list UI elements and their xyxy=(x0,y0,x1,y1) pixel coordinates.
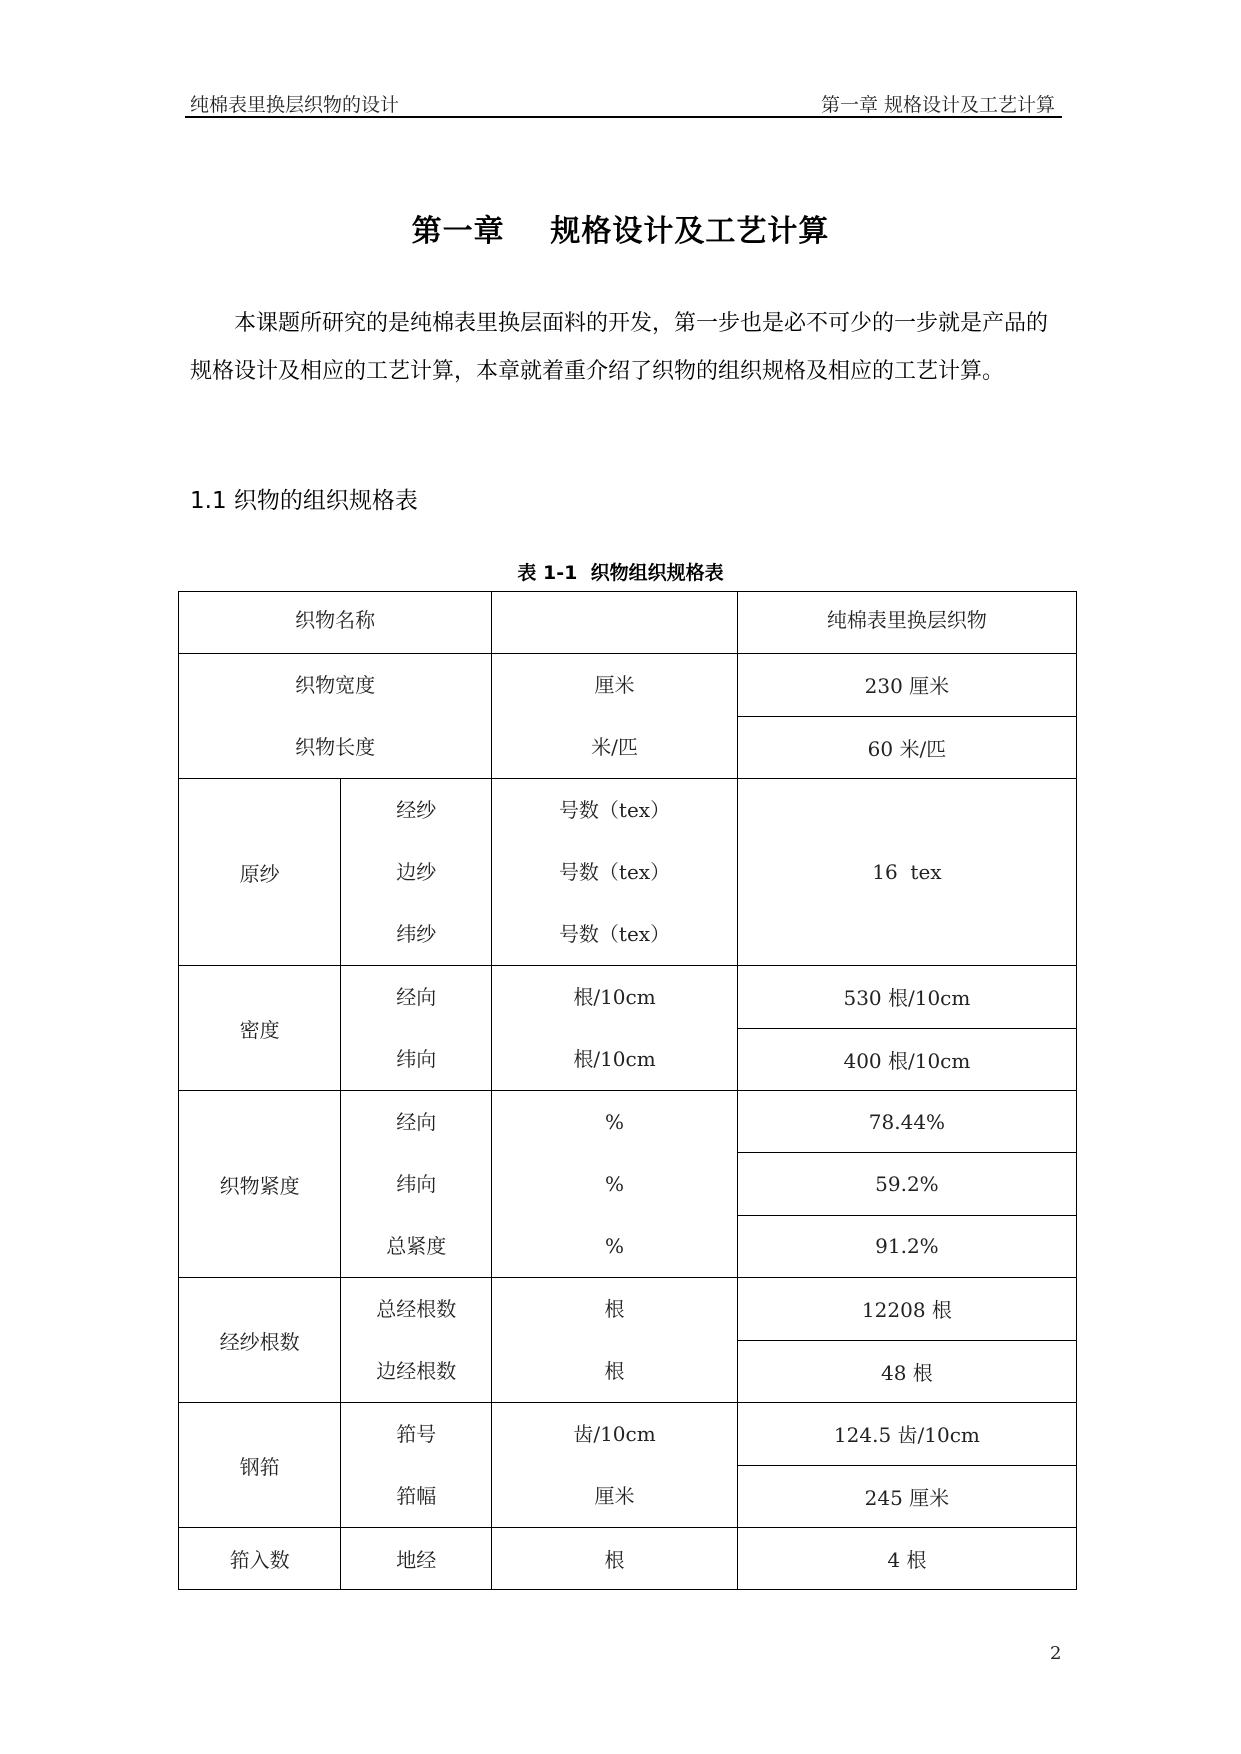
row-label: 纬向 xyxy=(396,1172,437,1196)
running-header-chapter: 第一章 规格设计及工艺计算 xyxy=(820,94,1055,116)
table-row xyxy=(179,592,1077,654)
unit-text: % xyxy=(605,1234,625,1258)
unit-text: 齿/10cm xyxy=(573,1422,656,1446)
table-cell xyxy=(492,966,738,1091)
group-label: 织物紧度 xyxy=(179,1091,341,1278)
table-cell xyxy=(492,654,738,779)
table-cell: 织物名称 xyxy=(179,592,492,654)
table-cell xyxy=(341,1278,492,1403)
table-row xyxy=(179,654,1077,717)
unit-text: % xyxy=(605,1172,625,1196)
row-label: 纬纱 xyxy=(396,922,437,946)
group-label: 经纱根数 xyxy=(179,1278,341,1403)
row-label: 经纱 xyxy=(396,798,437,822)
intro-paragraph-text: 本课题所研究的是纯棉表里换层面料的开发，第一步也是必不可少的一步就是产品的规格设计及相应的工艺计算，本章就着重介绍了织物的组织规格及相应的工艺计算。 xyxy=(190,311,1049,384)
table-cell xyxy=(492,779,738,966)
row-label: 筘幅 xyxy=(396,1484,437,1508)
table-cell: 纯棉表里换层织物 xyxy=(737,592,1076,654)
table-cell xyxy=(492,1278,738,1403)
table-cell: 60 米/匹 xyxy=(737,716,1076,779)
chapter-title: 第一章 规格设计及工艺计算 xyxy=(411,214,830,249)
table-cell xyxy=(179,654,492,779)
group-label: 原纱 xyxy=(179,779,341,966)
row-label: 边纱 xyxy=(396,860,437,884)
table-cell xyxy=(341,1403,492,1528)
unit-text: % xyxy=(605,1110,625,1134)
group-label: 钢筘 xyxy=(179,1403,341,1528)
row-label: 总经根数 xyxy=(376,1297,457,1321)
row-label: 经向 xyxy=(396,985,437,1009)
group-label: 筘入数 xyxy=(179,1528,341,1590)
unit-text: 根/10cm xyxy=(573,1047,656,1071)
table-row xyxy=(179,1528,1077,1590)
table-cell: 230 厘米 xyxy=(737,654,1076,717)
unit-text: 厘米 xyxy=(594,673,635,697)
table-row xyxy=(179,779,1077,966)
section-heading: 1.1 织物的组织规格表 xyxy=(190,488,418,514)
table-cell: 91.2% xyxy=(737,1215,1076,1277)
table-cell: 78.44% xyxy=(737,1091,1076,1153)
spec-table xyxy=(178,591,1077,1590)
table-cell xyxy=(341,779,492,966)
header-rule xyxy=(185,116,1062,118)
table-cell: 400 根/10cm xyxy=(737,1028,1076,1091)
unit-text: 根 xyxy=(604,1359,625,1383)
intro-paragraph xyxy=(190,300,1060,396)
unit-text: 号数（tex） xyxy=(558,798,671,822)
table-cell: 4 根 xyxy=(737,1528,1076,1590)
table-cell: 124.5 齿/10cm xyxy=(737,1403,1076,1466)
table-cell: 59.2% xyxy=(737,1153,1076,1215)
row-label: 地经 xyxy=(341,1528,492,1590)
unit-text: 厘米 xyxy=(594,1484,635,1508)
unit-text: 根 xyxy=(492,1528,738,1590)
group-label: 密度 xyxy=(179,966,341,1091)
row-label: 织物宽度 xyxy=(295,673,376,697)
row-label: 筘号 xyxy=(396,1422,437,1446)
table-row xyxy=(179,1278,1077,1341)
table-cell: 530 根/10cm xyxy=(737,966,1076,1029)
table-cell: 48 根 xyxy=(737,1340,1076,1403)
table-cell xyxy=(341,966,492,1091)
unit-text: 根 xyxy=(604,1297,625,1321)
table-cell xyxy=(492,592,738,654)
table-cell: 12208 根 xyxy=(737,1278,1076,1341)
table-cell: 16 tex xyxy=(737,779,1076,966)
table-cell: 245 厘米 xyxy=(737,1465,1076,1528)
row-label: 边经根数 xyxy=(376,1359,457,1383)
table-cell xyxy=(492,1091,738,1278)
unit-text: 号数（tex） xyxy=(558,860,671,884)
row-label: 总紧度 xyxy=(386,1234,447,1258)
unit-text: 号数（tex） xyxy=(558,922,671,946)
table-cell xyxy=(492,1403,738,1528)
table-caption: 表 1-1 织物组织规格表 xyxy=(517,562,724,584)
unit-text: 根/10cm xyxy=(573,985,656,1009)
table-row xyxy=(179,966,1077,1029)
row-label: 纬向 xyxy=(396,1047,437,1071)
page-number: 2 xyxy=(1050,1643,1062,1664)
unit-text: 米/匹 xyxy=(591,735,638,759)
table-row xyxy=(179,1403,1077,1466)
table-row xyxy=(179,1091,1077,1153)
running-header-title: 纯棉表里换层织物的设计 xyxy=(190,94,400,116)
table-cell xyxy=(341,1091,492,1278)
row-label: 经向 xyxy=(396,1110,437,1134)
row-label: 织物长度 xyxy=(295,735,376,759)
